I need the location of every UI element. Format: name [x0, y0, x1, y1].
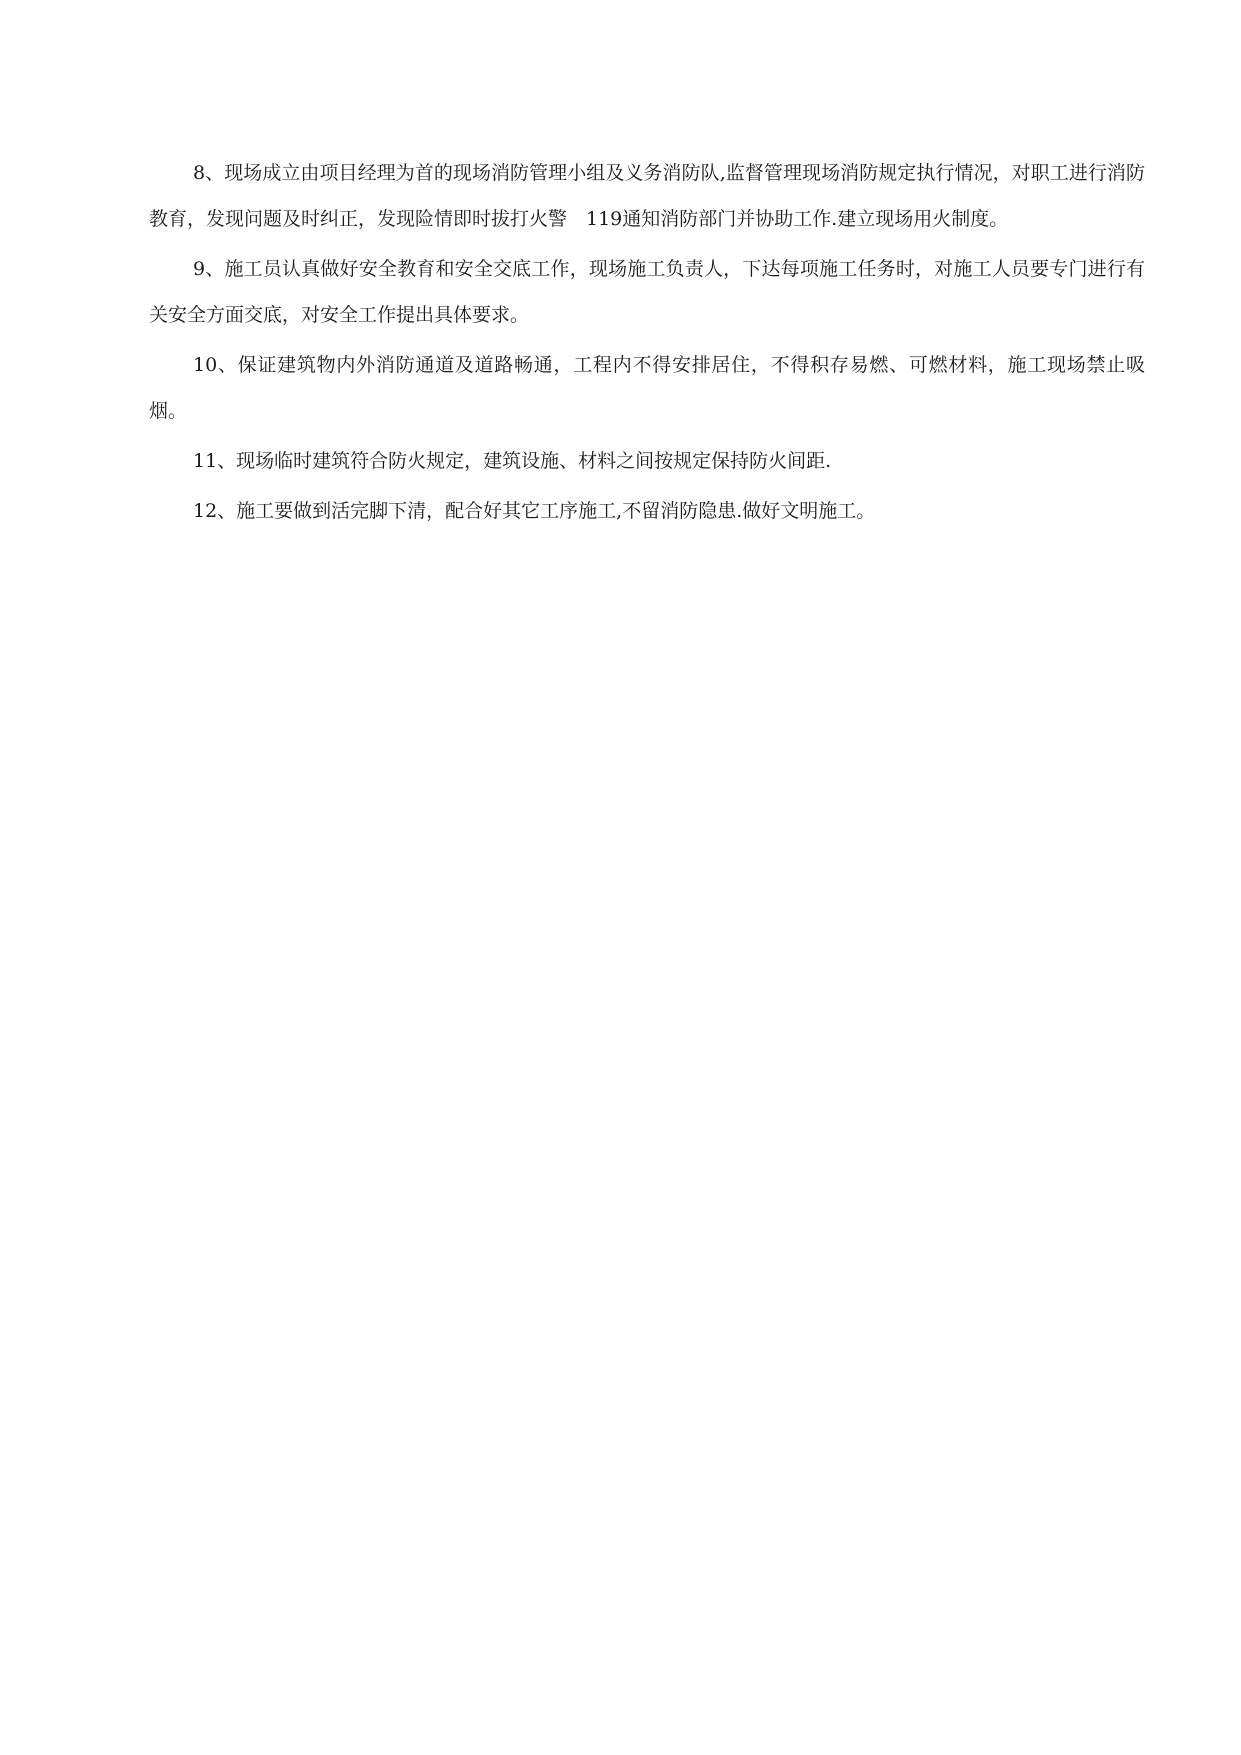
paragraph-12: 12、施工要做到活完脚下清，配合好其它工序施工,不留消防隐患.做好文明施工。 — [193, 500, 876, 522]
paragraph-8: 8、现场成立由项目经理为首的现场消防管理小组及义务消防队,监督管理现场消防规定执行情况，对职工进行消防教育，发现问题及时纠正，发现险情即时拔打火警 119通知消防部门并协助工作.建立现场用火制度。 — [149, 162, 1145, 230]
document-body — [149, 150, 1145, 538]
paragraph-11: 11、现场临时建筑符合防火规定，建筑设施、材料之间按规定保持防火间距. — [193, 450, 832, 472]
paragraph-10: 10、保证建筑物内外消防通道及道路畅通，工程内不得安排居住，不得积存易燃、可燃材料，施工现场禁止吸烟。 — [149, 354, 1145, 422]
paragraph-9: 9、施工员认真做好安全教育和安全交底工作，现场施工负责人，下达每项施工任务时，对施工人员要专门进行有关安全方面交底，对安全工作提出具体要求。 — [149, 258, 1145, 326]
